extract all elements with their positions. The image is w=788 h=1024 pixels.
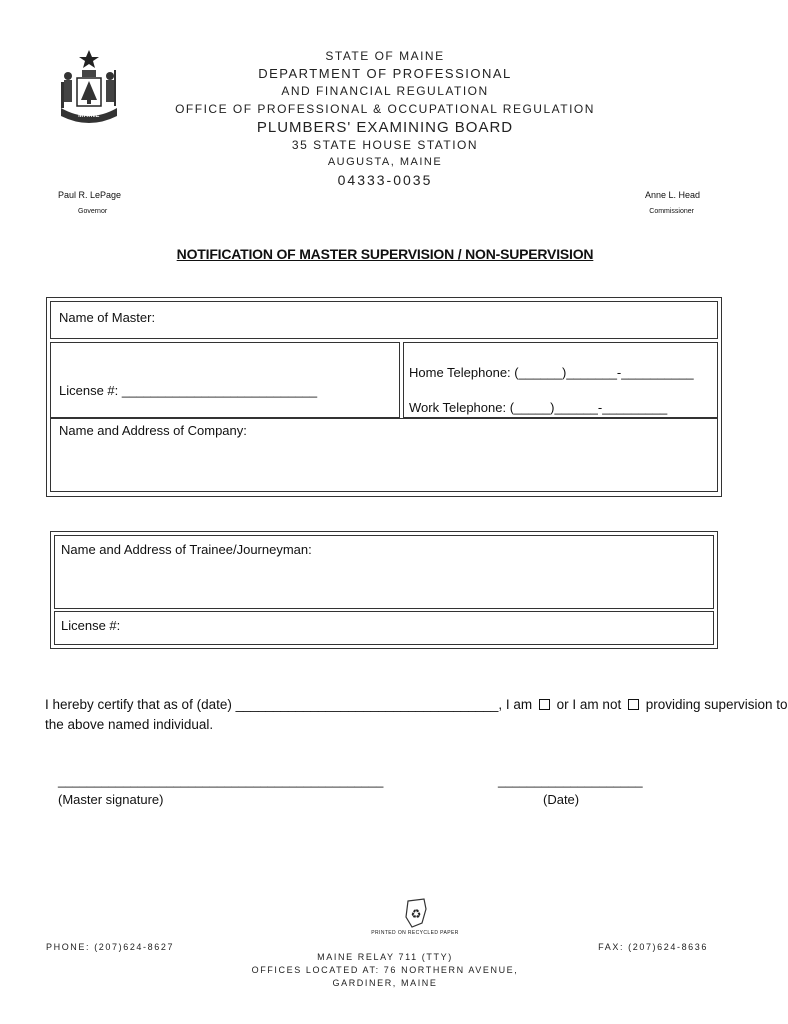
i-am-checkbox[interactable]	[539, 699, 550, 710]
recycle-icon	[402, 897, 430, 929]
header-zip: 04333-0035	[337, 172, 433, 188]
certify-text-a: I hereby certify that as of (date) ___________________________________, I am	[45, 697, 533, 712]
certify-line-2: the above named individual.	[45, 717, 214, 732]
svg-text:♻: ♻	[410, 907, 422, 921]
footer-relay: MAINE RELAY 711 (TTY)	[317, 952, 453, 962]
home-telephone-label: Home Telephone: (______)_______-__________	[409, 365, 694, 380]
company-address-field[interactable]	[50, 418, 718, 492]
header-board: PLUMBERS' EXAMINING BOARD	[256, 119, 514, 136]
master-signature-label: (Master signature)	[58, 792, 164, 807]
header-office: OFFICE OF PROFESSIONAL & OCCUPATIONAL REGULATION	[175, 102, 595, 116]
commissioner-name: Anne L. Head	[644, 190, 700, 200]
header-station: 35 STATE HOUSE STATION	[291, 138, 479, 152]
commissioner-title: Commissioner	[649, 208, 694, 215]
master-license-field[interactable]	[50, 342, 400, 418]
trainee-section	[50, 531, 718, 649]
i-am-not-checkbox[interactable]	[628, 699, 639, 710]
master-name-label: Name of Master:	[59, 310, 156, 325]
trainee-address-field[interactable]	[54, 535, 714, 609]
trainee-license-field[interactable]	[54, 611, 714, 645]
footer-offices: OFFICES LOCATED AT: 76 NORTHERN AVENUE,	[251, 965, 519, 975]
trainee-license-label: License #:	[61, 618, 121, 633]
master-license-label: License #: ___________________________	[59, 383, 318, 398]
master-section	[46, 297, 722, 497]
date-signature-label: (Date)	[543, 792, 580, 807]
seal-lettering: MAINE	[78, 113, 100, 119]
company-address-label: Name and Address of Company:	[59, 423, 247, 438]
master-name-field[interactable]	[50, 301, 718, 339]
date-signature-line[interactable]: ____________________	[498, 773, 643, 788]
governor-name: Paul R. LePage	[58, 190, 122, 200]
certify-text-b: or I am not	[556, 697, 622, 712]
footer-fax: FAX: (207)624-8636	[598, 942, 708, 952]
certify-line-1	[45, 697, 788, 712]
governor-title: Governor	[78, 208, 108, 215]
master-phone-field[interactable]	[403, 342, 718, 418]
footer-phone: PHONE: (207)624-8627	[46, 942, 175, 952]
trainee-address-label: Name and Address of Trainee/Journeyman:	[61, 542, 312, 557]
header-city: AUGUSTA, MAINE	[327, 156, 443, 168]
form-title: NOTIFICATION OF MASTER SUPERVISION / NON-SUPERVISION	[176, 246, 594, 262]
header-financial: AND FINANCIAL REGULATION	[281, 84, 489, 98]
header-department: DEPARTMENT OF PROFESSIONAL	[258, 66, 512, 81]
recycled-paper-note: PRINTED ON RECYCLED PAPER	[371, 930, 459, 936]
header-state: STATE OF MAINE	[325, 49, 445, 63]
work-telephone-label: Work Telephone: (_____)______-_________	[409, 400, 668, 415]
master-signature-line[interactable]: _____________________________________________	[58, 773, 384, 788]
certify-text-c: providing supervision to	[645, 697, 788, 712]
footer-city: GARDINER, MAINE	[332, 978, 438, 988]
